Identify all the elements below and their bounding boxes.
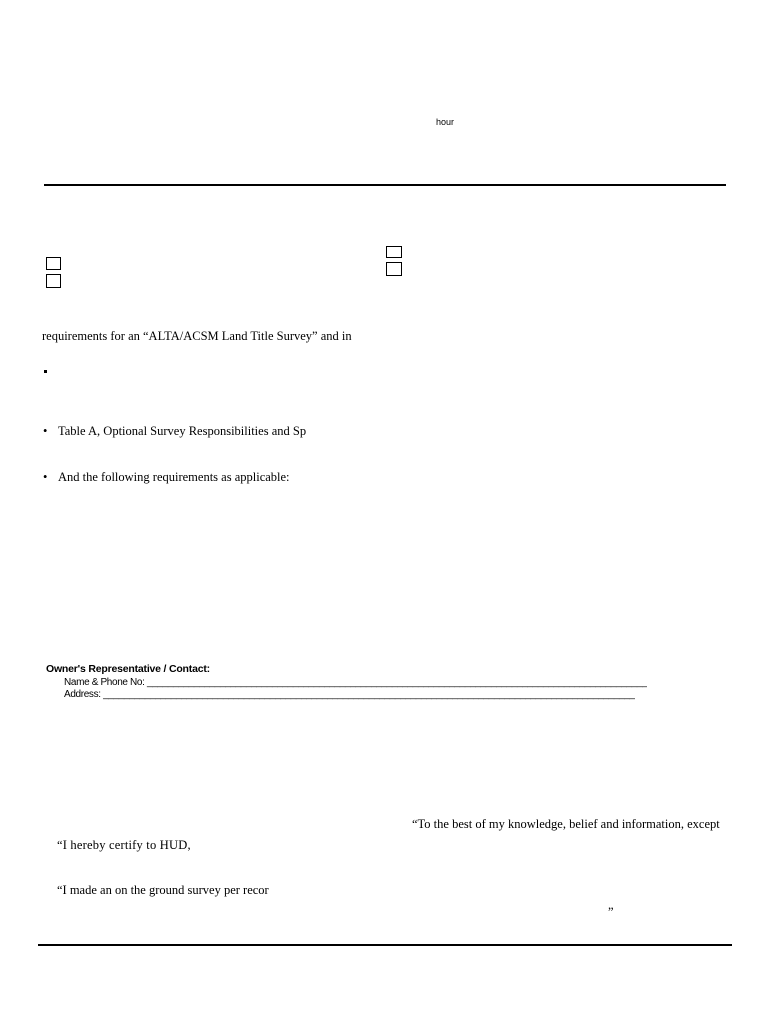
owner-contact-heading: Owner's Representative / Contact: (46, 663, 210, 675)
owner-address-field[interactable]: Address: ______________________________________________________________________________________________________ (64, 689, 635, 700)
bottom-divider (38, 944, 732, 946)
owner-name-phone-field[interactable]: Name & Phone No: ________________________________________________________________________________________________ (64, 677, 648, 688)
bullet-requirements: And the following requirements as applicable: (58, 470, 290, 484)
top-divider (44, 184, 726, 186)
bullet-dot-empty (44, 370, 47, 373)
bullet-symbol: • (43, 470, 48, 484)
certification-hud: “I hereby certify to HUD, (57, 838, 191, 852)
bullet-table-a: Table A, Optional Survey Responsibilities and Sp (58, 424, 307, 438)
checkbox-left-1[interactable] (46, 257, 61, 270)
checkbox-left-2[interactable] (46, 274, 61, 288)
bullet-symbol: • (43, 424, 48, 438)
certification-best-knowledge: “To the best of my knowledge, belief and information, except (412, 817, 720, 831)
closing-quote: ” (608, 905, 614, 919)
checkbox-right-1[interactable] (386, 246, 402, 258)
hour-label: hour (436, 117, 455, 127)
certification-ground-survey: “I made an on the ground survey per recor (57, 883, 269, 897)
requirements-intro: requirements for an “ALTA/ACSM Land Title Survey” and in (42, 329, 352, 343)
checkbox-right-2[interactable] (386, 262, 402, 276)
